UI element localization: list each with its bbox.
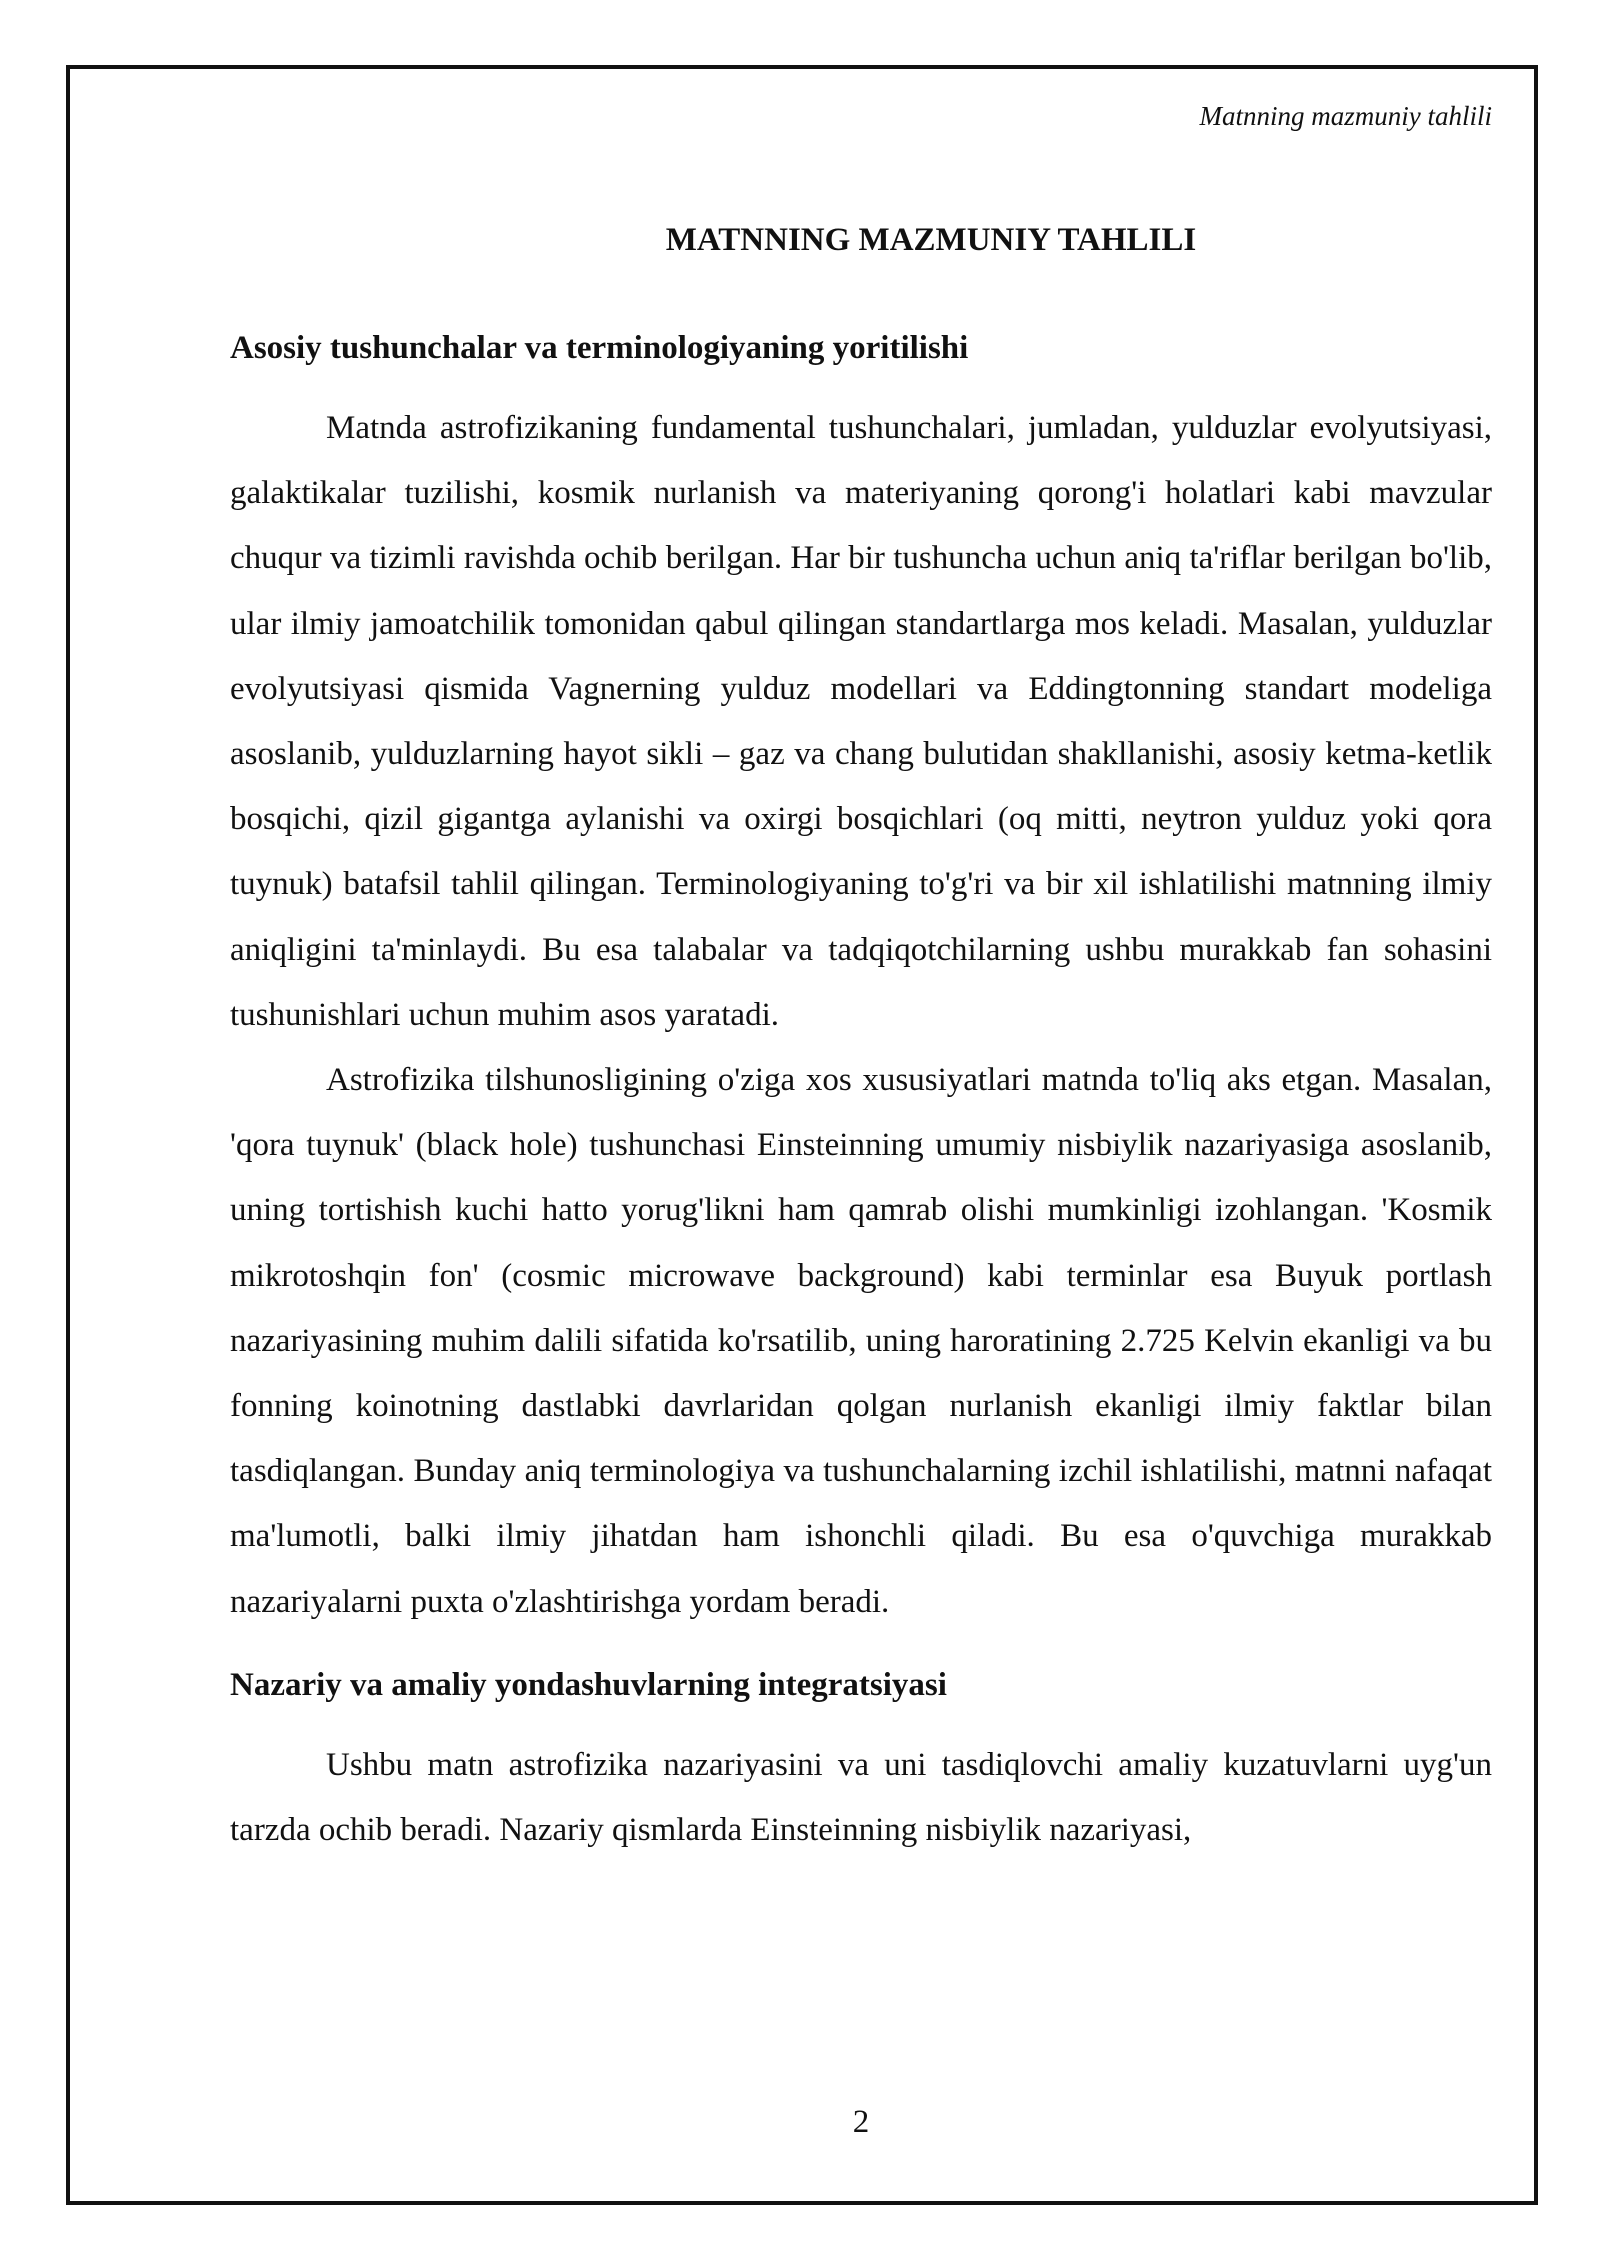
page-number: 2 xyxy=(852,2104,870,2140)
running-header: Matnning mazmuniy tahlili xyxy=(1199,101,1492,131)
section-heading-integration: Nazariy va amaliy yondashuvlarning integratsiyasi xyxy=(230,1666,947,1703)
document-title: MATNNING MAZMUNIY TAHLILI xyxy=(665,222,1197,258)
paragraph: Ushbu matn astrofizika nazariyasini va uni tasdiqlovchi amaliy kuzatuvlarni uyg'un tarzda ochib beradi. Nazariy qismlarda Einsteinning nisbiylik nazariyasi, xyxy=(230,1746,1492,1849)
paragraph: Astrofizika tilshunosligining o'ziga xos xususiyatlari matnda to'liq aks etgan. Masalan, 'qora tuynuk' (black hole) tushunchasi Einsteinning umumiy nisbiylik nazariyasiga asoslanib, uning tortishish kuchi hatto yorug'likni ham qamrab olishi mumkinligi izohlangan. 'Kosmik mikrotoshqin fon' (cosmic microwave background) kabi terminlar esa Buyuk portlash nazariyasining muhim dalili sifatida ko'rsatilib, uning haroratining 2.725 Kelvin ekanligi va bu fonning koinotning dastlabki davrlaridan qolgan nurlanish ekanligi ilmiy faktlar bilan tasdiqlangan. Bunday aniq terminologiya va tushunchalarning izchil ishlatilishi, matnni nafaqat ma'lumotli, balki ilmiy jihatdan ham ishonchli qiladi. Bu esa o'quvchiga murakkab nazariyalarni puxta o'zlashtirishga yordam beradi. xyxy=(230,1062,1492,1620)
document-body xyxy=(230,210,1492,1863)
paragraph: Matnda astrofizikaning fundamental tushunchalari, jumladan, yulduzlar evolyutsiyasi, galaktikalar tuzilishi, kosmik nurlanish va materiyaning qorong'i holatlari kabi mavzular chuqur va tizimli ravishda ochib berilgan. Har bir tushuncha uchun aniq ta'riflar berilgan bo'lib, ular ilmiy jamoatchilik tomonidan qabul qilingan standartlarga mos keladi. Masalan, yulduzlar evolyutsiyasi qismida Vagnerning yulduz modellari va Eddingtonning standart modeliga asoslanib, yulduzlarning hayot sikli – gaz va chang bulutidan shakllanishi, asosiy ketma-ketlik bosqichi, qizil gigantga aylanishi va oxirgi bosqichlari (oq mitti, neytron yulduz yoki qora tuynuk) batafsil tahlil qilingan. Terminologiyaning to'g'ri va bir xil ishlatilishi matnning ilmiy aniqligini ta'minlaydi. Bu esa talabalar va tadqiqotchilarning ushbu murakkab fan sohasini tushunishlari uchun muhim asos yaratadi. xyxy=(230,410,1492,1033)
section-heading-terminology: Asosiy tushunchalar va terminologiyaning yoritilishi xyxy=(230,330,969,366)
